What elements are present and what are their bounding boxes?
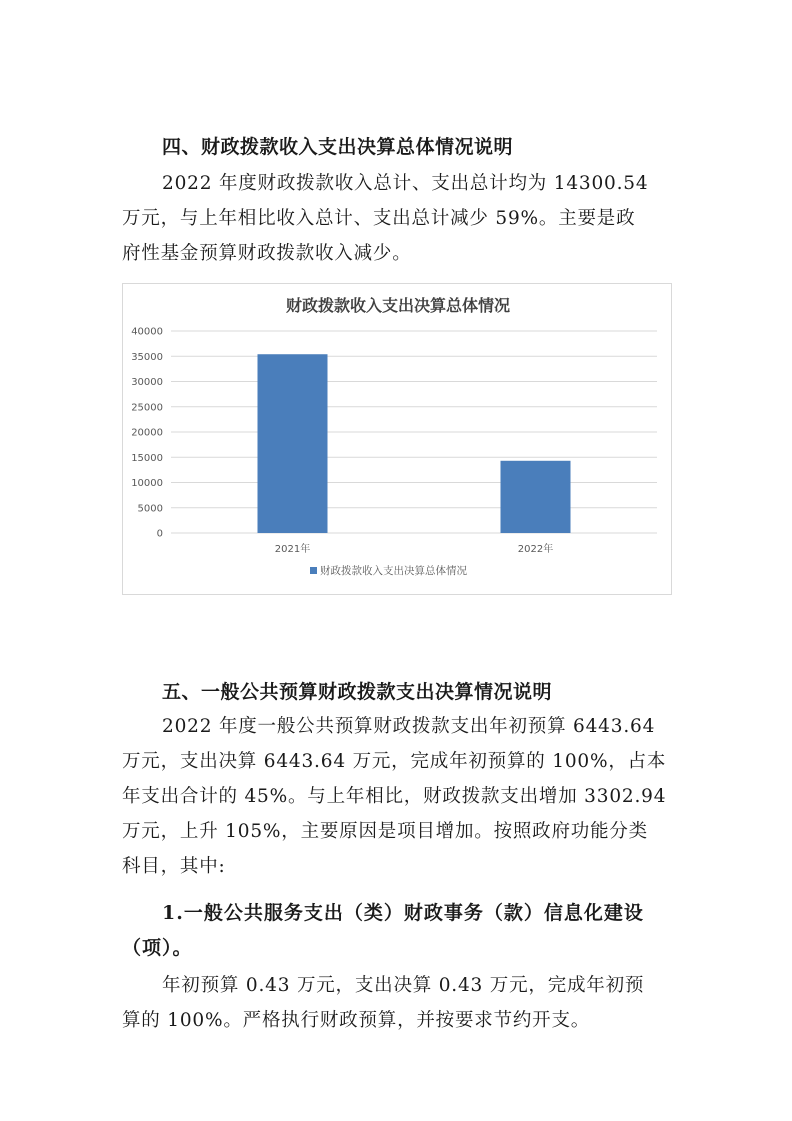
paragraph-line: 万元，上升 105%，主要原因是项目增加。按照政府功能分类 [122,821,648,842]
bar-chart [122,283,672,595]
item-heading-line: 1.一般公共服务支出（类）财政事务（款）信息化建设 [162,902,644,924]
paragraph-line: 科目，其中: [122,856,226,877]
y-tick-label: 15000 [131,452,163,464]
legend-label: 财政拨款收入支出决算总体情况 [320,565,467,577]
item-heading-line: （项）。 [122,937,193,959]
legend-swatch [310,567,317,574]
paragraph-line: 2022 年度财政拨款收入总计、支出总计均为 14300.54 [162,173,649,194]
bar [501,461,571,533]
paragraph-line: 万元，与上年相比收入总计、支出总计减少 59%。主要是政 [122,208,636,229]
item-1-paragraph [122,968,674,1038]
section-4-heading: 四、财政拨款收入支出决算总体情况说明 [162,136,514,158]
section-5-paragraph [122,709,674,884]
bar-chart-svg [123,284,673,596]
y-tick-label: 40000 [131,326,163,338]
y-tick-label: 20000 [131,427,163,439]
y-tick-label: 10000 [131,478,163,489]
paragraph-line: 万元，支出决算 6443.64 万元，完成年初预算的 100%，占本 [122,751,667,772]
bar [258,354,328,533]
y-tick-label: 25000 [131,402,163,414]
paragraph-line: 府性基金预算财政拨款收入减少。 [122,243,412,264]
y-tick-label: 30000 [131,377,163,388]
section-4-paragraph [122,166,674,271]
paragraph-line: 年支出合计的 45%。与上年相比，财政拨款支出增加 3302.94 [122,786,667,807]
paragraph-line: 2022 年度一般公共预算财政拨款支出年初预算 6443.64 [162,716,656,737]
x-tick-label: 2022年 [517,544,554,555]
section-5-heading: 五、一般公共预算财政拨款支出决算情况说明 [162,681,553,703]
y-tick-label: 0 [156,528,163,540]
y-tick-label: 35000 [131,351,163,363]
paragraph-line: 年初预算 0.43 万元，支出决算 0.43 万元，完成年初预 [162,975,645,996]
y-tick-label: 5000 [137,503,163,515]
item-1-heading [122,896,674,966]
paragraph-line: 算的 100%。严格执行财政预算，并按要求节约开支。 [122,1010,591,1031]
x-tick-label: 2021年 [274,544,311,555]
chart-title: 财政拨款收入支出决算总体情况 [285,296,511,315]
